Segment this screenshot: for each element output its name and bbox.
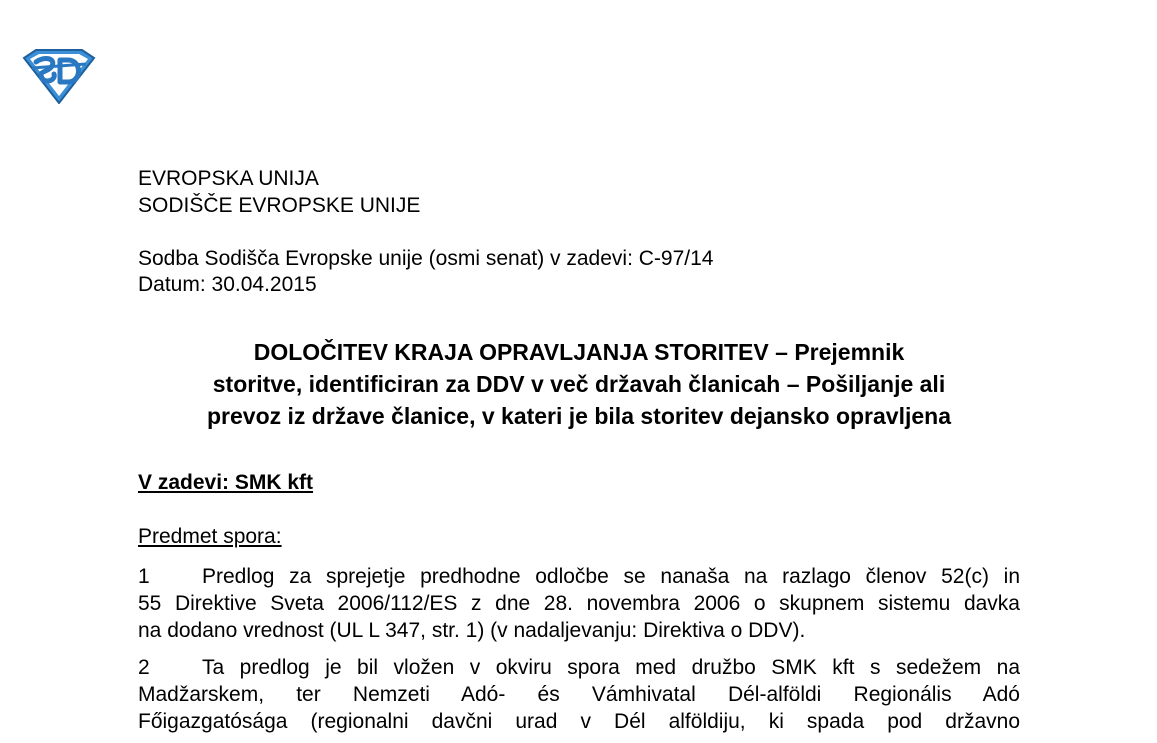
- subject-heading: Predmet spora:: [138, 525, 282, 548]
- paragraph-number: 1: [138, 565, 150, 588]
- paragraph-line: Főigazgatósága (regionalni davčni urad v Dél alföldiju, ki spada pod državno: [138, 710, 1020, 733]
- paragraph-2: [138, 654, 1020, 735]
- paragraph-number: 2: [138, 656, 150, 679]
- title-line: storitve, identificiran za DDV v več državah članicah – Pošiljanje ali: [212, 371, 946, 397]
- document-title: [138, 336, 1020, 432]
- date-line: Datum: 30.04.2015: [138, 273, 317, 296]
- court-logo-icon: [22, 48, 96, 104]
- paragraph-line: na dodano vrednost (UL L 347, str. 1) (v nadaljevanju: Direktiva o DDV).: [138, 619, 806, 642]
- case-heading: V zadevi: SMK kft: [138, 471, 314, 494]
- paragraph-line: 55 Direktive Sveta 2006/112/ES z dne 28. novembra 2006 o skupnem sistemu davka: [138, 592, 1020, 615]
- org-line-2: SODIŠČE EVROPSKE UNIJE: [138, 194, 421, 217]
- paragraph-line: Madžarskem, ter Nemzeti Adó- és Vámhivatal Dél-alföldi Regionális Adó: [138, 683, 1020, 706]
- org-line-1: EVROPSKA UNIJA: [138, 167, 319, 190]
- title-line: DOLOČITEV KRAJA OPRAVLJANJA STORITEV – Prejemnik: [253, 339, 905, 365]
- paragraph-1: [138, 563, 1020, 644]
- paragraph-line: 1 Predlog za sprejetje predhodne odločbe se nanaša na razlago členov 52(c) in: [138, 565, 1020, 588]
- judgment-line: Sodba Sodišča Evropske unije (osmi senat) v zadevi: C-97/14: [138, 247, 714, 270]
- title-line: prevoz iz države članice, v kateri je bila storitev dejansko opravljena: [207, 403, 951, 429]
- paragraph-line: 2 Ta predlog je bil vložen v okviru spora med družbo SMK kft s sedežem na: [138, 656, 1020, 679]
